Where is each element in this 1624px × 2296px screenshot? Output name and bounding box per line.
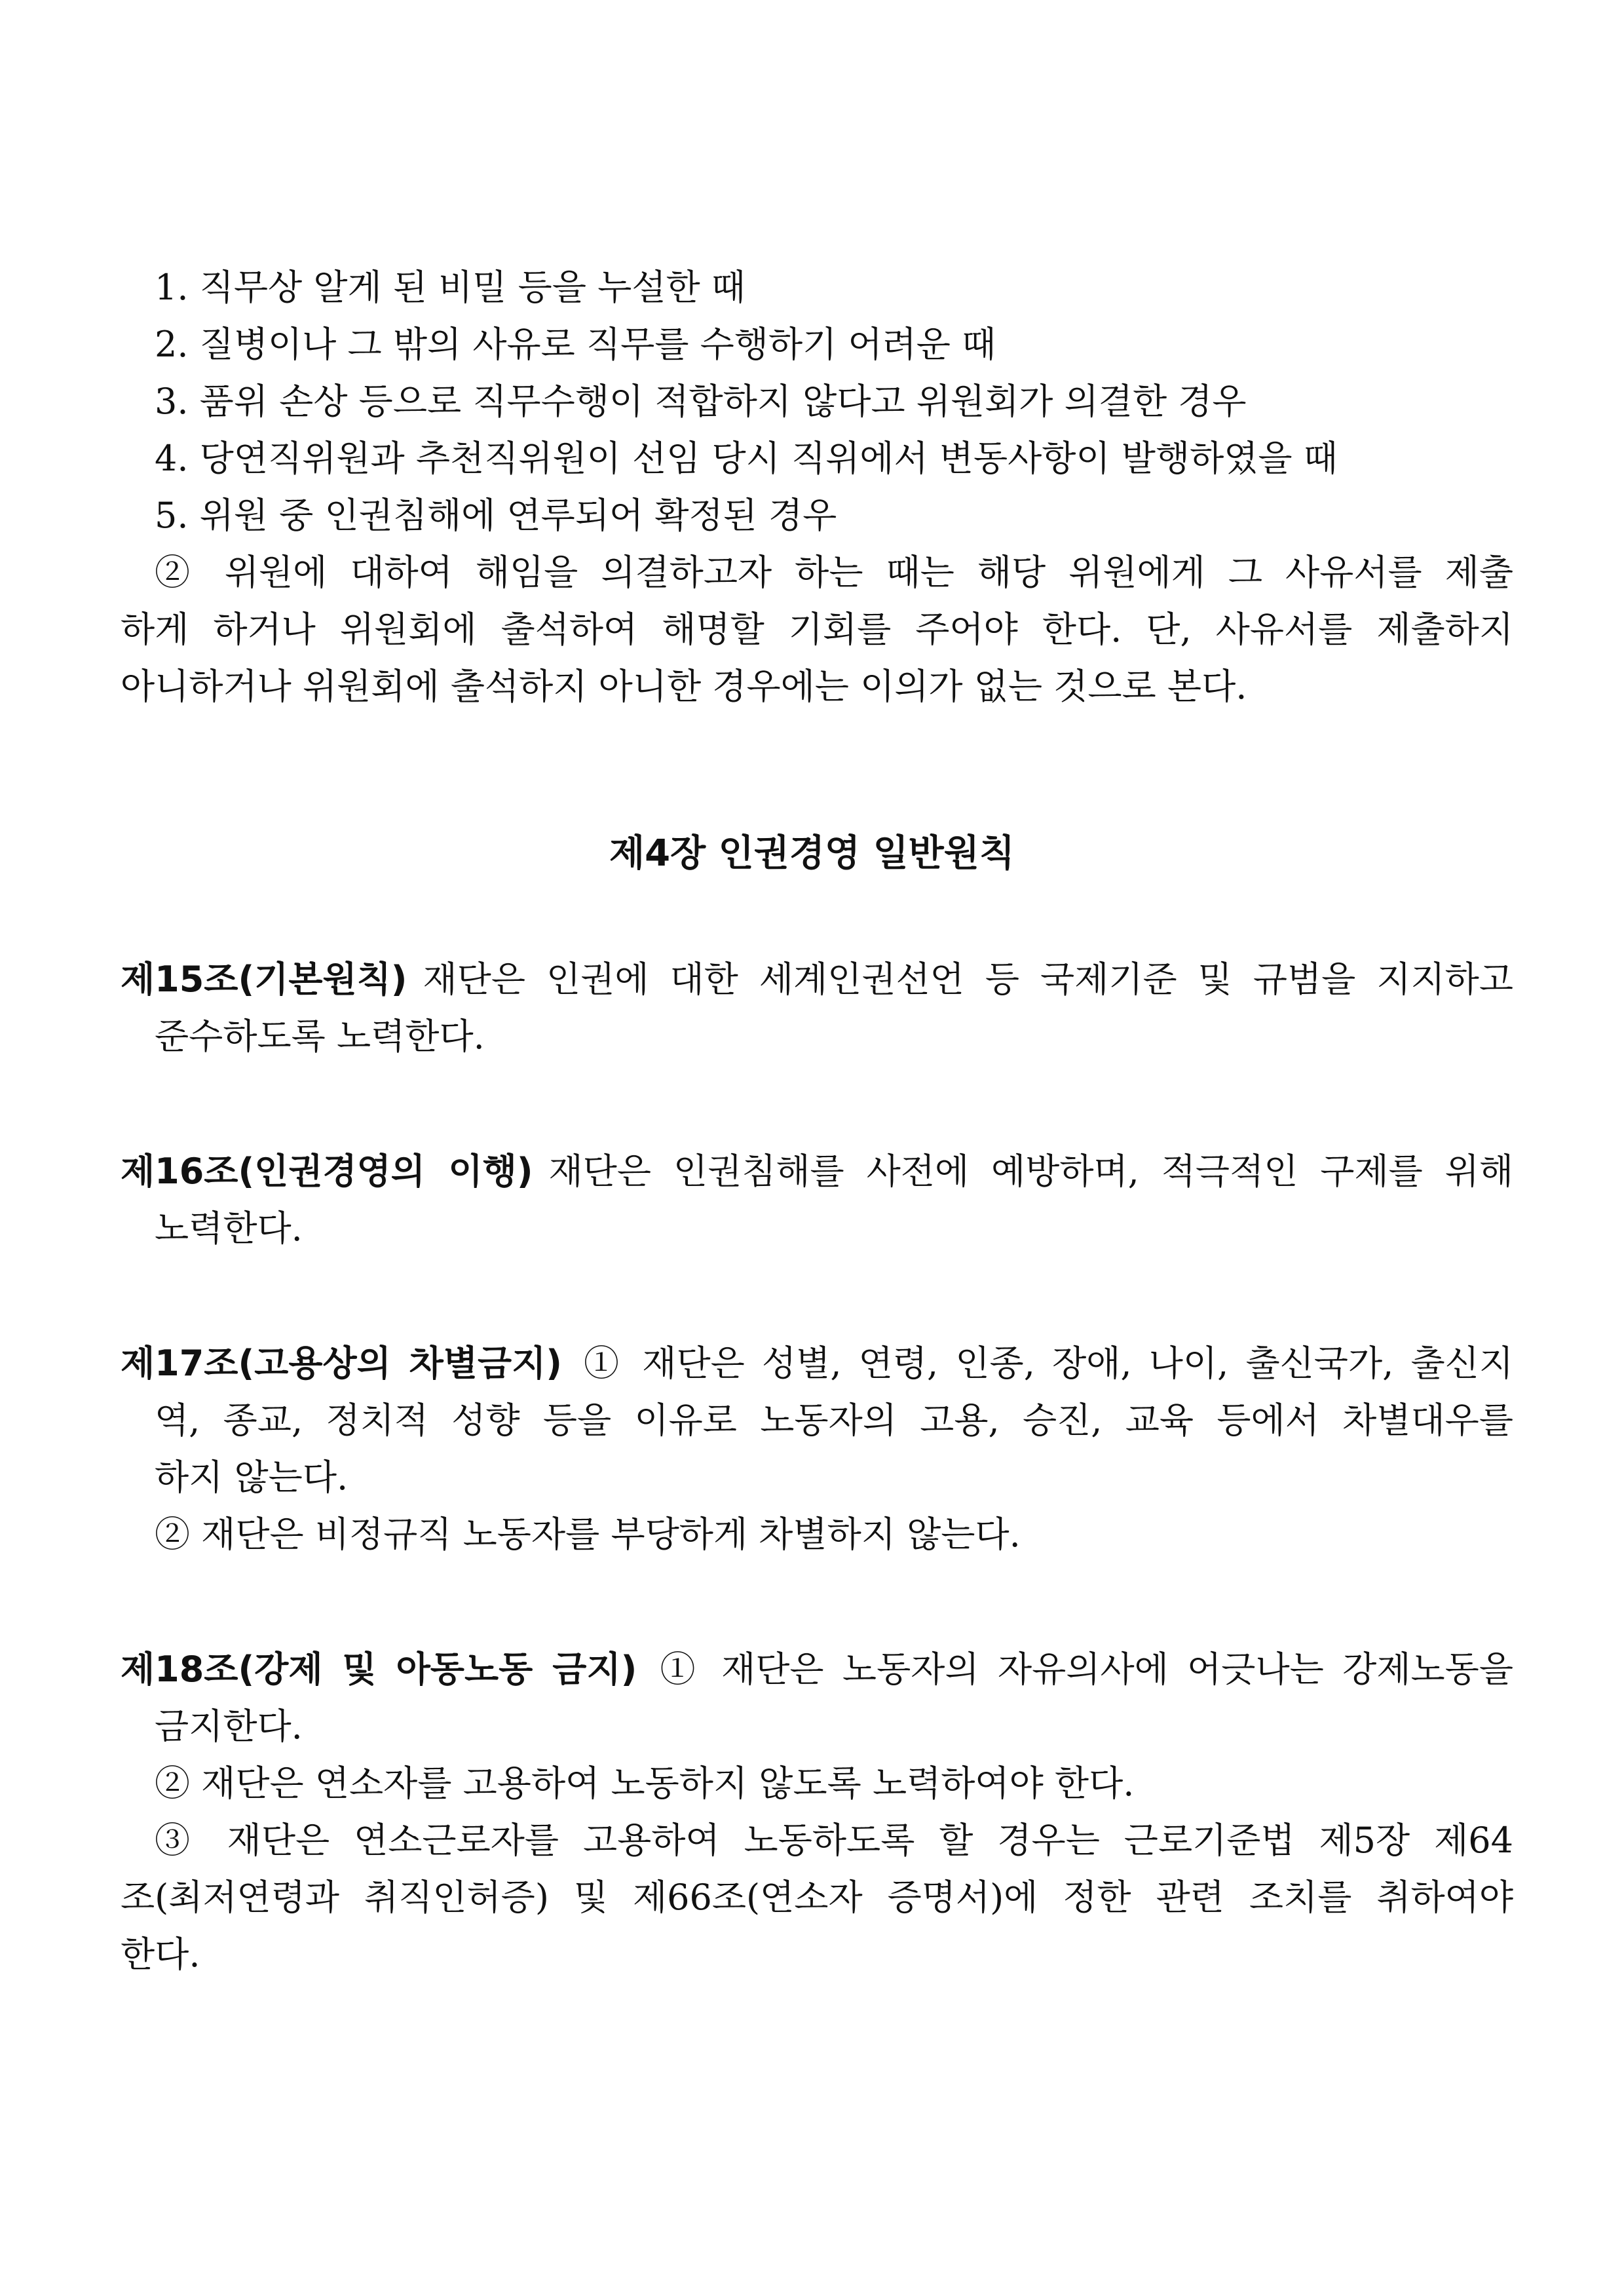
- article-18-text-1: ① 재단은 노동자의 자유의사에 어긋나는 강제노동을: [652, 1649, 1513, 1690]
- article-17-text-2: 역, 종교, 정치적 성향 등을 이유로 노동자의 고용, 승진, 교육 등에서 차별대우를: [155, 1400, 1513, 1441]
- list-item-2: 2. 질병이나 그 밖의 사유로 직무를 수행하기 어려운 때: [155, 324, 996, 365]
- article-17-text-1: ① 재단은 성별, 연령, 인종, 장애, 나이, 출신국가, 출신지: [578, 1343, 1514, 1384]
- article-18-text-3: ② 재단은 연소자를 고용하여 노동하지 않도록 노력하여야 한다.: [155, 1763, 1135, 1804]
- article-18-text-6: 한다.: [121, 1934, 200, 1975]
- list-item-1: 1. 직무상 알게 된 비밀 등을 누설한 때: [155, 267, 746, 308]
- article-15-title: 제15조(기본원칙): [121, 959, 407, 1000]
- article-17: [121, 1341, 1513, 1387]
- list-item-4: 4. 당연직위원과 추천직위원이 선임 당시 직위에서 변동사항이 발행하였을 때: [155, 438, 1338, 479]
- article-15-text-2: 준수하도록 노력한다.: [155, 1016, 485, 1057]
- article-17-text-3: 하지 않는다.: [155, 1457, 349, 1498]
- article-17-title: 제17조(고용상의 차별금지): [121, 1343, 562, 1384]
- article-16: [121, 1149, 1513, 1195]
- list-item-3: 3. 품위 손상 등으로 직무수행이 적합하지 않다고 위원회가 의결한 경우: [155, 381, 1247, 422]
- list-item-5: 5. 위원 중 인권침해에 연루되어 확정된 경우: [155, 495, 837, 536]
- para2-line-3: 아니하거나 위원회에 출석하지 아니한 경우에는 이의가 없는 것으로 본다.: [121, 666, 1247, 707]
- chapter-heading: 제4장 인권경영 일반원칙: [609, 832, 1015, 875]
- para2-line-2: 하게 하거나 위원회에 출석하여 해명할 기회를 주어야 한다. 단, 사유서를 제출하지: [121, 609, 1513, 650]
- article-16-text-1: 재단은 인권침해를 사전에 예방하며, 적극적인 구제를 위해: [548, 1151, 1513, 1192]
- article-15: [121, 957, 1513, 1003]
- article-18-text-2: 금지한다.: [155, 1706, 303, 1747]
- para2-line-1: ② 위원에 대하여 해임을 의결하고자 하는 때는 해당 위원에게 그 사유서를 제출: [155, 552, 1513, 593]
- article-16-title: 제16조(인권경영의 이행): [121, 1151, 533, 1192]
- article-18-text-4: ③ 재단은 연소근로자를 고용하여 노동하도록 할 경우는 근로기준법 제5장 제64: [155, 1820, 1513, 1861]
- article-18-text-5: 조(최저연령과 취직인허증) 및 제66조(연소자 증명서)에 정한 관련 조치를 취하여야: [121, 1877, 1513, 1918]
- article-15-text-1: 재단은 인권에 대한 세계인권선언 등 국제기준 및 규범을 지지하고: [423, 959, 1513, 1000]
- article-18-title: 제18조(강제 및 아동노동 금지): [121, 1649, 637, 1690]
- article-17-text-4: ② 재단은 비정규직 노동자를 부당하게 차별하지 않는다.: [155, 1514, 1021, 1555]
- article-18: [121, 1647, 1513, 1693]
- article-16-text-2: 노력한다.: [155, 1208, 303, 1249]
